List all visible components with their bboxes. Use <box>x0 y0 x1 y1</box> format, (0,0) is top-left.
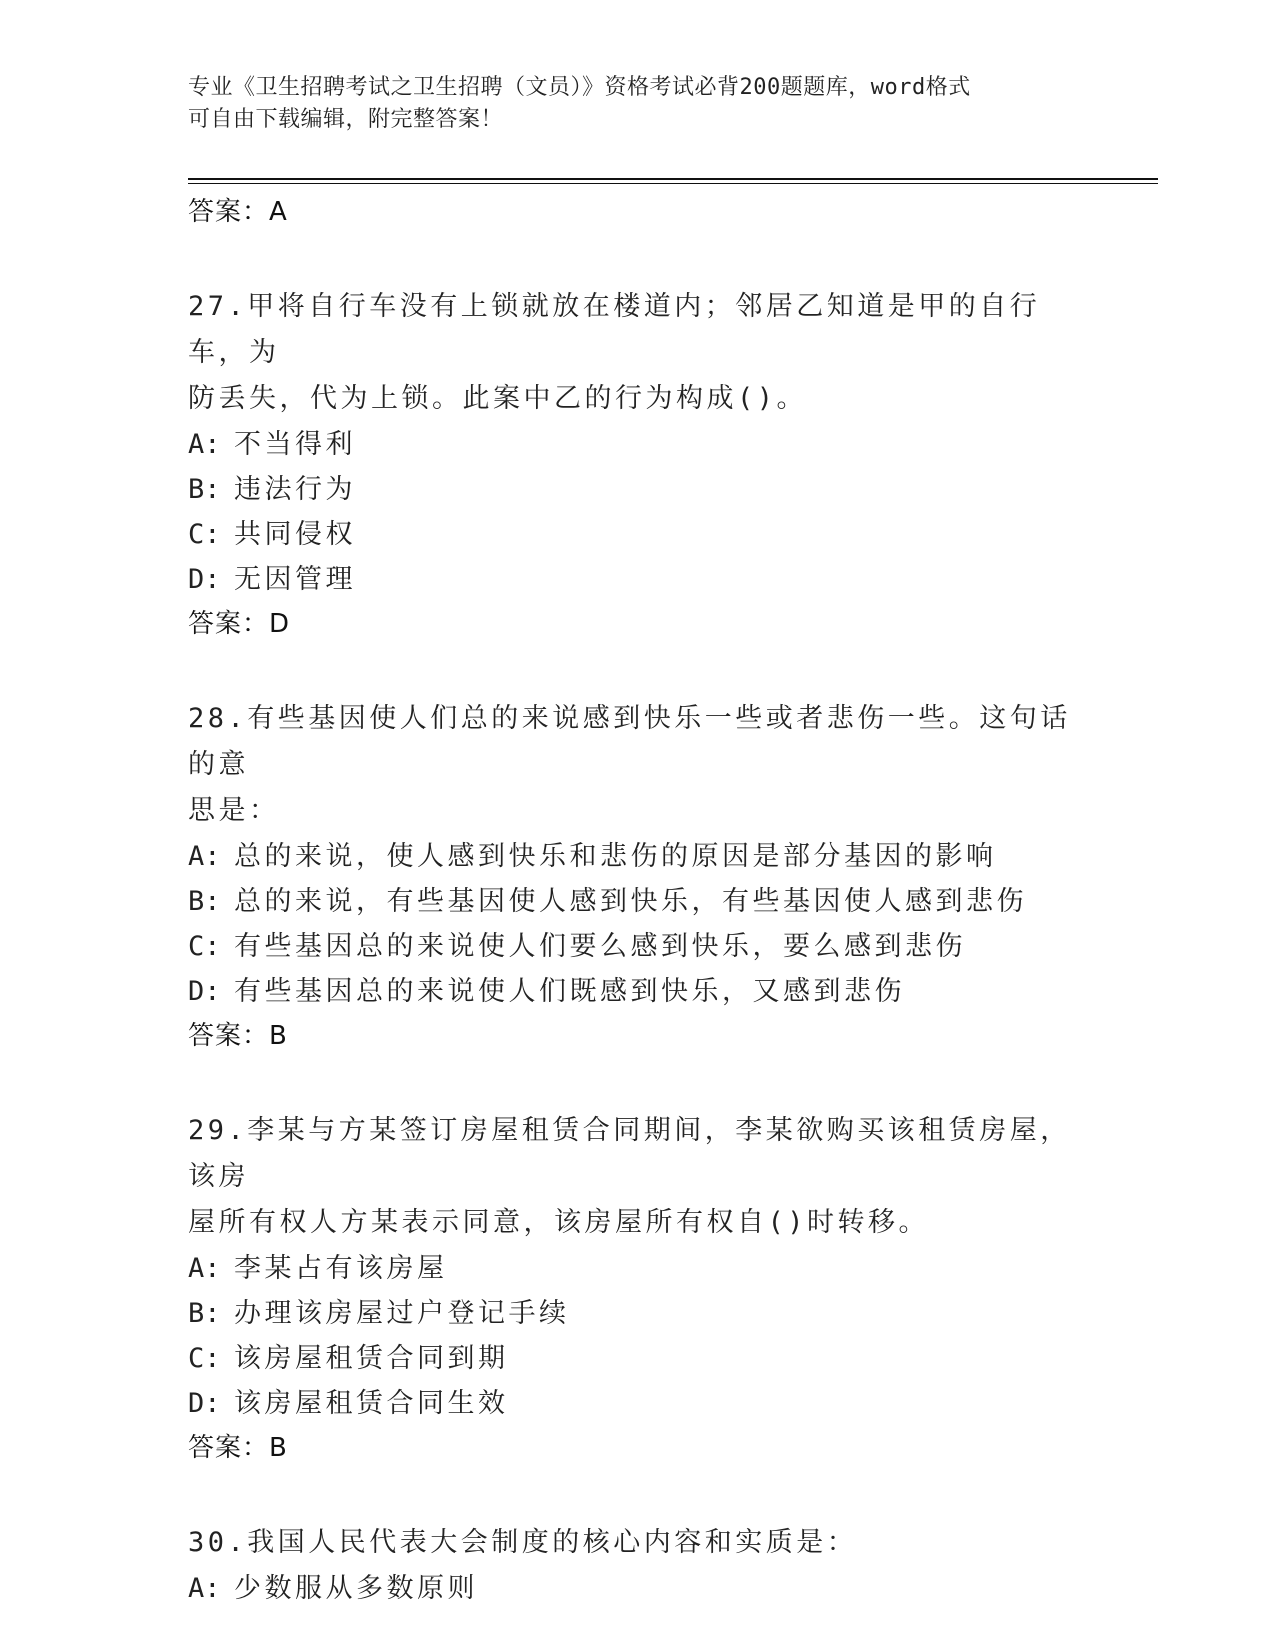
option-a <box>188 1246 1088 1291</box>
option-a <box>188 1566 1088 1611</box>
option-text: 不当得利 <box>234 429 356 460</box>
option-text: 李某占有该房屋 <box>234 1253 448 1284</box>
option-letter: D: <box>188 564 221 595</box>
document-header <box>188 72 1088 136</box>
option-letter: C: <box>188 931 221 962</box>
option-a <box>188 422 1088 467</box>
option-letter: B: <box>188 474 221 505</box>
question-stem <box>188 1108 1088 1246</box>
option-c <box>188 1336 1088 1381</box>
option-a <box>188 834 1088 879</box>
option-c <box>188 512 1088 557</box>
option-letter: D: <box>188 1388 221 1419</box>
question-stem-line: 屋所有权人方某表示同意，该房屋所有权自()时转移。 <box>188 1207 930 1238</box>
option-text: 办理该房屋过户登记手续 <box>234 1298 570 1329</box>
question-stem <box>188 696 1088 834</box>
answer-line: 答案：B <box>188 1433 288 1463</box>
option-letter: C: <box>188 1343 221 1374</box>
question-stem-line: 27.甲将自行车没有上锁就放在楼道内；邻居乙知道是甲的自行车，为 <box>188 291 1041 368</box>
option-letter: B: <box>188 886 221 917</box>
document-body <box>188 190 1088 1611</box>
option-text: 少数服从多数原则 <box>234 1573 478 1604</box>
question-27 <box>188 284 1088 646</box>
option-letter: A: <box>188 841 221 872</box>
question-stem <box>188 284 1088 422</box>
question-stem-line: 30.我国人民代表大会制度的核心内容和实质是： <box>188 1527 858 1558</box>
question-stem-line: 29.李某与方某签订房屋租赁合同期间，李某欲购买该租赁房屋，该房 <box>188 1115 1071 1192</box>
question-stem-line: 思是： <box>188 795 280 826</box>
option-letter: A: <box>188 1253 221 1284</box>
option-text: 总的来说，使人感到快乐和悲伤的原因是部分基因的影响 <box>234 841 997 872</box>
question-30 <box>188 1520 1088 1611</box>
option-c <box>188 924 1088 969</box>
answer-line: 答案：B <box>188 1021 288 1051</box>
option-b <box>188 1291 1088 1336</box>
question-29 <box>188 1108 1088 1470</box>
option-text: 该房屋租赁合同生效 <box>234 1388 509 1419</box>
option-d <box>188 557 1088 602</box>
option-letter: B: <box>188 1298 221 1329</box>
header-divider-thin <box>188 183 1158 184</box>
option-text: 无因管理 <box>234 564 356 595</box>
option-letter: A: <box>188 1573 221 1604</box>
header-line-2: 可自由下载编辑，附完整答案！ <box>188 107 504 132</box>
option-d <box>188 969 1088 1014</box>
question-stem <box>188 1520 1088 1566</box>
option-text: 违法行为 <box>234 474 356 505</box>
answer-line: 答案：D <box>188 609 291 639</box>
option-text: 有些基因总的来说使人们既感到快乐，又感到悲伤 <box>234 976 905 1007</box>
option-text: 共同侵权 <box>234 519 356 550</box>
option-d <box>188 1381 1088 1426</box>
header-divider <box>188 178 1158 180</box>
option-b <box>188 467 1088 512</box>
question-stem-line: 28.有些基因使人们总的来说感到快乐一些或者悲伤一些。这句话的意 <box>188 703 1071 780</box>
option-text: 该房屋租赁合同到期 <box>234 1343 509 1374</box>
option-letter: D: <box>188 976 221 1007</box>
option-text: 有些基因总的来说使人们要么感到快乐，要么感到悲伤 <box>234 931 966 962</box>
option-text: 总的来说，有些基因使人感到快乐，有些基因使人感到悲伤 <box>234 886 1027 917</box>
header-line-1: 专业《卫生招聘考试之卫生招聘（文员）》资格考试必背200题题库，word格式 <box>188 75 971 100</box>
answer-line: 答案：A <box>188 197 288 227</box>
question-28 <box>188 696 1088 1058</box>
option-letter: A: <box>188 429 221 460</box>
question-stem-line: 防丢失，代为上锁。此案中乙的行为构成()。 <box>188 383 808 414</box>
option-b <box>188 879 1088 924</box>
option-letter: C: <box>188 519 221 550</box>
